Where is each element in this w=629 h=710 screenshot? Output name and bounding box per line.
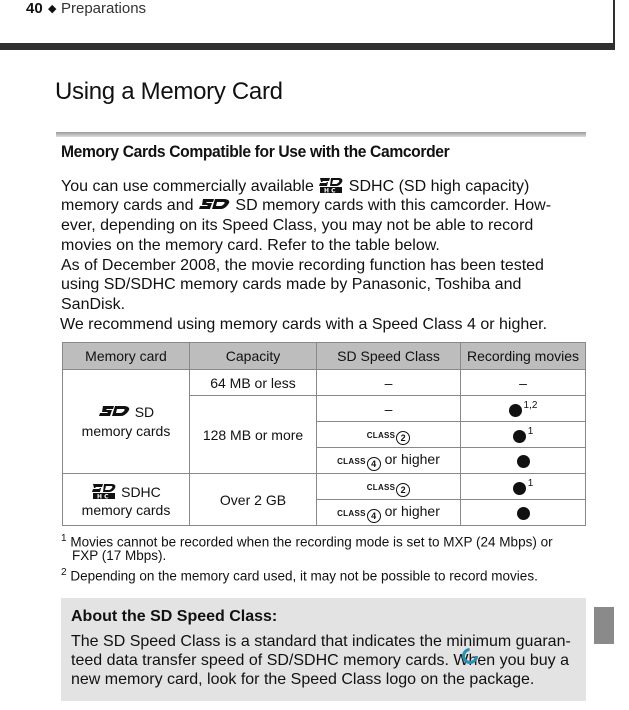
recording-supported-cell: 1,2 xyxy=(461,396,586,422)
capacity-64mb: 64 MB or less xyxy=(190,370,317,396)
speed-class-2-cell xyxy=(317,474,461,500)
footnote-2: $^2$ Depending on the memory card used, it may not be possible to record movies. xyxy=(61,567,538,584)
speed-class-dash: – xyxy=(317,370,461,396)
class-4-logo-icon: CLASS 4 xyxy=(337,457,381,471)
section-name: Preparations xyxy=(61,0,147,17)
section-subtitle: Memory Cards Compatible for Use with the Camcorder xyxy=(61,142,450,161)
svg-text:H C: H C xyxy=(324,187,336,194)
speed-class-dash: – xyxy=(317,396,461,422)
diamond-separator: ◆ xyxy=(48,3,57,15)
class-2-logo-icon: CLASS 2 xyxy=(367,431,411,445)
speed-class-note-box xyxy=(61,598,586,701)
body-line-1: You can use commercially available H C SDHC (SD high capacity) xyxy=(61,178,530,195)
header-capacity: Capacity xyxy=(190,343,317,370)
table-row xyxy=(63,370,586,396)
recording-supported-cell xyxy=(461,500,586,526)
speed-class-2-cell xyxy=(317,422,461,448)
sdhc-logo-icon xyxy=(318,176,344,194)
compatibility-table xyxy=(62,342,586,526)
body-line-6: using SD/SDHC memory cards made by Panasonic, Toshiba and xyxy=(61,276,522,293)
note-text: The SD Speed Class is a standard that indicates the minimum guaran- teed data transfer speed of SD/SDHC memory cards. When you buy a new memory card, look for the Speed Class logo on the package. xyxy=(71,633,571,688)
header-recording-movies: Recording movies xyxy=(461,343,586,370)
page-title: Using a Memory Card xyxy=(55,78,283,105)
body-line-8: We recommend using memory cards with a Speed Class 4 or higher. xyxy=(60,316,548,333)
svg-text:H C: H C xyxy=(97,492,109,500)
filled-dot-icon xyxy=(517,507,530,520)
capacity-over-2gb: Over 2 GB xyxy=(190,474,317,526)
table-header-row xyxy=(63,343,586,370)
class-2-logo-icon: CLASS 2 xyxy=(367,483,411,497)
speed-class-4-cell: CLASS 4 or higher xyxy=(317,500,461,526)
filled-dot-icon xyxy=(517,455,530,468)
filled-dot-icon xyxy=(509,404,522,417)
page-number: 40 xyxy=(26,0,43,17)
sdhc-logo-icon xyxy=(91,482,117,500)
loading-cursor-icon xyxy=(461,647,479,665)
recording-supported-cell: 1 xyxy=(461,422,586,448)
footnote-1: $^1$ Movies cannot be recorded when the recording mode is set to MXP (24 Mbps) or xyxy=(61,533,553,550)
body-line-5: As of December 2008, the movie recording function has been tested xyxy=(61,257,544,274)
header-memory-card: Memory card xyxy=(63,343,190,370)
body-line-3: ever, depending on its Speed Class, you may not be able to record xyxy=(61,217,534,234)
section-rule xyxy=(56,132,586,137)
footnote-1-cont: FXP (17 Mbps). xyxy=(72,548,167,563)
header-bar xyxy=(0,43,615,50)
body-line-2: memory cards and SD memory cards with this camcorder. How- xyxy=(61,197,552,214)
note-heading: About the SD Speed Class: xyxy=(71,608,278,625)
body-line-7: SanDisk. xyxy=(61,296,126,313)
filled-dot-icon xyxy=(513,430,526,443)
scrollbar-thumb[interactable] xyxy=(594,607,614,644)
header-speed-class: SD Speed Class xyxy=(317,343,461,370)
sd-logo-icon xyxy=(198,198,231,211)
body-line-4: movies on the memory card. Refer to the table below. xyxy=(61,237,440,254)
class-4-logo-icon: CLASS 4 xyxy=(337,509,381,523)
recording-dash: – xyxy=(461,370,586,396)
capacity-128mb: 128 MB or more xyxy=(190,396,317,474)
filled-dot-icon xyxy=(513,482,526,495)
table-row xyxy=(63,474,586,500)
speed-class-4-cell: CLASS 4 or higher xyxy=(317,448,461,474)
recording-supported-cell: 1 xyxy=(461,474,586,500)
sd-logo-icon xyxy=(98,405,131,418)
sd-card-cell: SD memory cards xyxy=(63,370,190,474)
recording-supported-cell xyxy=(461,448,586,474)
sdhc-card-cell: H C SDHC memory cards xyxy=(63,474,190,526)
